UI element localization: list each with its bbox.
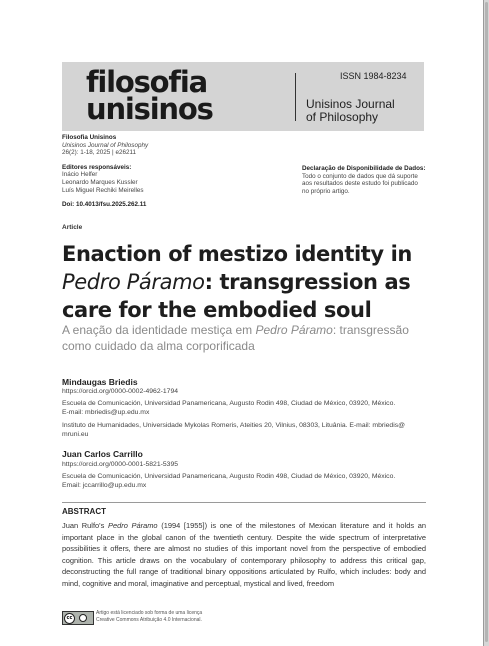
meta-left — [62, 134, 148, 209]
abstract-divider — [62, 502, 426, 503]
abstract-body-text: (1994 [1955]) is one of the milestones of Mexican literature and it holds an important place in the global canon of the twentieth century. Despite the wide spectrum of interpretative possibilities it offers, there are almost no studies of this important novel from the perspective of embodied cognition. This article draws on the vocabulary of contemporary philosophy to address this critical gap, deconstructing the full range of traditional binary oppositions articulated by Rulfo, which includes: body and mind, cognitive and moral, imaginative and perceptual, mystical and lived, freedom — [62, 521, 426, 588]
volume-info: 26(2): 1-18, 2025 | e26211 — [62, 149, 136, 157]
license-line: Artigo está licenciado sob forma de uma licença — [96, 610, 203, 616]
journal-english-line1: Unisinos Journal — [306, 97, 395, 111]
editor-item: Inácio Helfer — [62, 171, 98, 179]
cc-logo-icon: cc — [64, 613, 75, 624]
editor-item: Luís Miguel Rechiki Meirelles — [62, 186, 144, 194]
author-name: Mindaugas Briedis — [62, 377, 138, 387]
meta-right — [302, 165, 426, 195]
author-affiliation — [62, 460, 427, 491]
cc-license-icon[interactable] — [62, 611, 94, 625]
data-availability-line: no próprio artigo. — [302, 187, 350, 195]
article-title — [62, 240, 424, 324]
data-availability-line: Todo o conjunto de dados que dá suporte — [302, 172, 418, 180]
editors-heading: Editores responsáveis: — [62, 163, 132, 171]
title-part: Enaction of mestizo identity in — [62, 242, 412, 266]
abstract-text — [62, 520, 426, 590]
cc-by-icon — [79, 614, 87, 622]
author-orcid[interactable]: https://orcid.org/0000-0002-4962-1794 — [62, 388, 179, 395]
abstract-heading: ABSTRACT — [62, 507, 106, 516]
author-affiliation — [62, 387, 427, 439]
journal-banner — [62, 62, 424, 131]
article-type-label: Article — [62, 224, 83, 231]
issn: ISSN 1984-8234 — [340, 71, 407, 81]
editor-item: Leonardo Marques Kussler — [62, 178, 138, 186]
abstract-italic: Pedro Páramo — [107, 521, 158, 530]
license-line: Creative Commons Atribuição 4.0 Internacional. — [96, 616, 202, 623]
abstract-lead: Juan Rulfo's — [62, 521, 108, 530]
subtitle-part: : transgressão como cuidado da alma corporificada — [62, 323, 409, 353]
logo-filosofia: filosofia — [86, 65, 207, 99]
author-email: Email: jccarrillo@up.edu.mx — [62, 482, 147, 490]
author-name: Juan Carlos Carrillo — [62, 449, 143, 459]
logo-unisinos: unisinos — [86, 92, 213, 126]
data-availability-line: aos resultados deste estudo foi publicado — [302, 180, 418, 188]
doi[interactable]: Doi: 10.4013/fsu.2025.262.11 — [62, 201, 147, 209]
author-orcid[interactable]: https://orcid.org/0000-0001-5821-5395 — [62, 461, 179, 468]
journal-english-name — [306, 98, 421, 124]
license-text — [96, 610, 236, 623]
affiliation-line: Escuela de Comunicación, Universidad Panamericana, Augusto Rodin 498, Ciudad de México, 03920, México. — [62, 400, 396, 408]
title-italic: Pedro Páramo — [62, 270, 205, 294]
article-subtitle — [62, 322, 424, 354]
title-part: : transgression as care for the embodied soul — [62, 270, 411, 322]
affiliation-line: Instituto de Humanidades, Universidade Mykolas Romeris, Ateities 20, Vilnius, 08303, Lituânia. E-mail: mbriedis@ — [62, 421, 406, 429]
scrollbar-thumb[interactable] — [485, 2, 488, 642]
author-email: E-mail: mbriedis@up.edu.mx — [62, 409, 150, 417]
journal-english-line2: of Philosophy — [306, 110, 379, 124]
affiliation-line: Escuela de Comunicación, Universidad Panamericana, Augusto Rodin 498, Ciudad de México, 03920, México. — [62, 473, 396, 481]
subtitle-italic: Pedro Páramo — [255, 323, 333, 337]
journal-english: Unisinos Journal of Philosophy — [62, 141, 149, 149]
banner-divider — [295, 73, 296, 121]
subtitle-part: A enação da identidade mestiça em — [62, 323, 256, 337]
journal-name: Filosofia Unisinos — [62, 134, 117, 141]
data-availability-heading: Declaração de Disponibilidade de Dados: — [302, 165, 426, 172]
affiliation-line: mruni.eu — [62, 430, 89, 438]
